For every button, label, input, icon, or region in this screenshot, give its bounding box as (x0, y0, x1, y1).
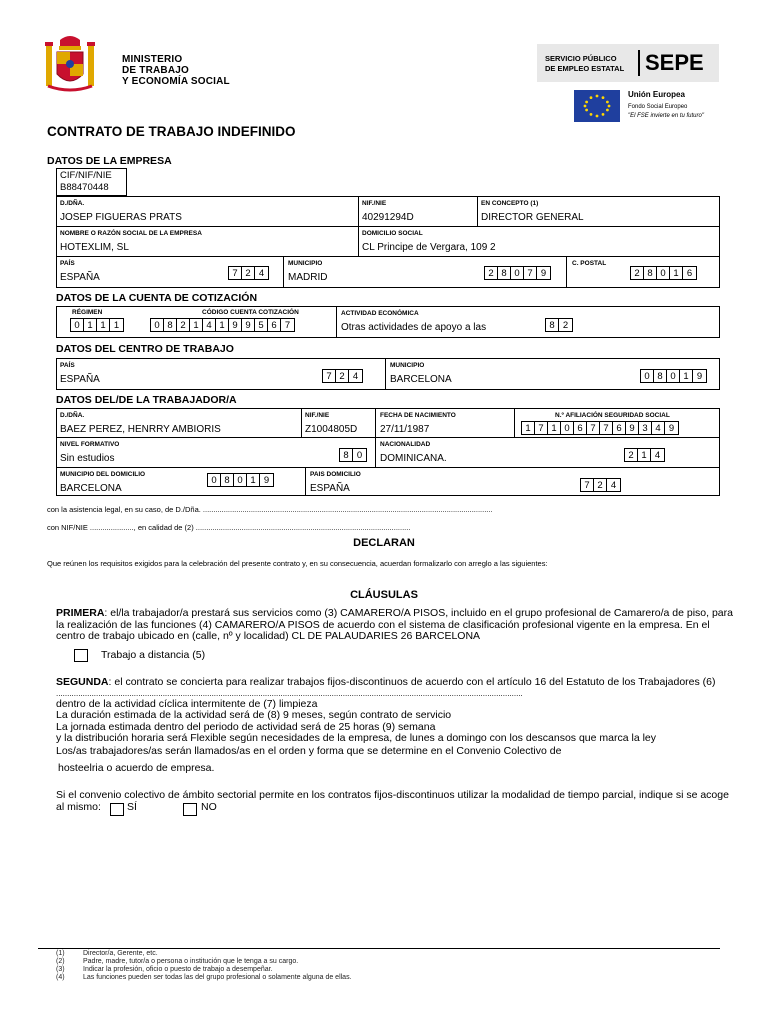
eu-logo (574, 88, 724, 124)
digit: 7 (284, 320, 291, 331)
digit: 9 (242, 319, 255, 331)
digit: 7 (323, 370, 336, 382)
distancia-checkbox[interactable] (74, 649, 88, 662)
digit: 7 (600, 422, 613, 434)
empresa-municipio-code (484, 266, 551, 280)
digit: 2 (177, 319, 190, 331)
distancia-label: Trabajo a distancia (5) (101, 649, 206, 661)
digit: 6 (268, 319, 281, 331)
primera-clause (56, 608, 733, 643)
trab-mun-domicilio-label: MUNICIPIO DEL DOMICILIO (60, 471, 146, 478)
trab-afiliacion-code (521, 421, 679, 435)
declaran-text: Que reúnen los requisitos exigidos para la celebración del presente contrato y, en su consecuencia, acuerdan formalizarlo con arreglo a las siguientes: (47, 559, 548, 568)
segunda-line-5: y la distribución horaria será Flexible según necesidades de la empresa, de lunes a domingo con los descansos que marca la ley (56, 732, 657, 744)
page-title: CONTRATO DE TRABAJO INDEFINIDO (47, 124, 296, 139)
digit: 8 (654, 370, 667, 382)
digit: 0 (356, 450, 363, 461)
digit: 8 (644, 267, 657, 279)
trab-pais-domicilio-value: ESPAÑA (310, 483, 350, 494)
digit: 0 (641, 370, 654, 382)
sepe-text-line-2: DE EMPLEO ESTATAL (545, 64, 625, 73)
centro-municipio-code (640, 369, 707, 383)
digit: 0 (71, 319, 84, 331)
convenio-no-checkbox[interactable] (183, 803, 197, 816)
trab-nif-label: NIF./NIE (305, 412, 330, 419)
digit: 6 (574, 422, 587, 434)
trab-fecha-label: FECHA DE NACIMIENTO (380, 412, 456, 419)
cif-label: CIF/NIF/NIE (60, 170, 112, 181)
digit: 2 (594, 479, 607, 491)
regimen-label: RÉGIMEN (72, 309, 103, 316)
empresa-cpostal-code (630, 266, 697, 280)
empresa-cpostal-label: C. POSTAL (572, 260, 607, 267)
digit: 4 (654, 450, 661, 461)
digit: 2 (485, 267, 498, 279)
segunda-clause (56, 677, 716, 745)
trab-nacionalidad-value: DOMINICANA. (380, 453, 447, 464)
footnote-number: (2) (56, 958, 65, 965)
digit: 9 (668, 423, 675, 434)
empresa-municipio-value: MADRID (288, 272, 328, 283)
eu-sub2: "El FSE invierte en tu futuro" (628, 113, 704, 119)
digit: 8 (340, 449, 353, 461)
digit: 8 (546, 319, 559, 331)
sepe-logo (537, 44, 719, 82)
coat-of-arms-icon (44, 34, 96, 96)
footnote-text: Indicar la profesión, oficio o puesto de trabajo a desempeñar. (83, 966, 273, 973)
empresa-pais-code (228, 266, 269, 280)
segunda-line-7: hosteelria o acuerdo de empresa. (58, 762, 215, 774)
segunda-line-6: Los/as trabajadores/as serán llamados/as en el orden y forma que se determine en el Convenio Colectivo de (56, 745, 562, 757)
trab-nivel-code (339, 448, 367, 462)
ministry-line-1: MINISTERIO (122, 54, 183, 65)
centro-pais-value: ESPAÑA (60, 374, 100, 385)
convenio-si-checkbox[interactable] (110, 803, 124, 816)
digit: 7 (587, 422, 600, 434)
clausulas-heading: CLÁUSULAS (350, 589, 418, 601)
primera-line-3: centro de trabajo ubicado en (calle, nº y localidad) CL DE PALAUDARIES 26 BARCELONA (56, 630, 481, 642)
ministry-logo (44, 34, 244, 96)
digit: 6 (686, 268, 693, 279)
empresa-domicilio-value: CL Principe de Vergara, 109 2 (362, 242, 496, 253)
empresa-dna-label: D./DÑA. (60, 200, 85, 207)
digit: 1 (97, 319, 110, 331)
empresa-concepto-label: EN CONCEPTO (1) (481, 200, 539, 207)
digit: 8 (164, 319, 177, 331)
empresa-domicilio-label: DOMICILIO SOCIAL (362, 230, 423, 237)
digit: 3 (639, 422, 652, 434)
footnote-number: (1) (56, 950, 65, 957)
digit: 7 (535, 422, 548, 434)
empresa-pais-value: ESPAÑA (60, 272, 100, 283)
declaran-heading: DECLARAN (353, 537, 415, 549)
primera-label: PRIMERA (56, 607, 105, 619)
eu-title: Unión Europea (628, 90, 685, 99)
digit: 1 (670, 267, 683, 279)
digit: 0 (667, 370, 680, 382)
digit: 4 (652, 422, 665, 434)
section-cotizacion: DATOS DE LA CUENTA DE COTIZACIÓN (56, 292, 258, 304)
digit: 5 (255, 319, 268, 331)
footnote-number: (4) (56, 974, 65, 981)
centro-pais-code (322, 369, 363, 383)
centro-box (56, 358, 720, 390)
primera-line-2: la realización de las funciones (4) CAMARERO/A PISOS de acuerdo con el sistema de clasificación profesional vigente en la empresa. En el (56, 618, 710, 631)
convenio-line-2: al mismo: (56, 801, 101, 813)
digit: 1 (680, 370, 693, 382)
digit: 4 (610, 480, 617, 491)
empresa-razon-value: HOTEXLIM, SL (60, 242, 129, 253)
actividad-code (545, 318, 573, 332)
convenio-si-label: SÍ (127, 801, 137, 813)
digit: 8 (498, 267, 511, 279)
digit: 4 (203, 319, 216, 331)
section-centro: DATOS DEL CENTRO DE TRABAJO (56, 343, 234, 355)
digit: 1 (522, 422, 535, 434)
digit: 1 (247, 474, 260, 486)
sepe-wordmark: SEPE (645, 50, 704, 75)
segunda-label: SEGUNDA (56, 676, 109, 688)
centro-pais-label: PAÍS (60, 362, 75, 369)
asistencia-line-2: con NIF/NIE ....................., en calidad de (2) ....................................................................................................... (47, 523, 411, 532)
digit: 9 (626, 422, 639, 434)
trab-dna-label: D./DÑA. (60, 412, 85, 419)
centro-municipio-value: BARCELONA (390, 374, 452, 385)
digit: 6 (613, 422, 626, 434)
digit: 9 (696, 371, 703, 382)
digit: 7 (524, 267, 537, 279)
trab-pais-domicilio-code (580, 478, 621, 492)
digit: 0 (151, 319, 164, 331)
digit: 2 (631, 267, 644, 279)
trab-nivel-label: NIVEL FORMATIVO (60, 441, 120, 448)
footnote-text: Las funciones pueden ser todas las del grupo profesional o solamente alguna de ellas. (83, 974, 352, 981)
empresa-pais-label: PAÍS (60, 260, 75, 267)
trab-mun-domicilio-value: BARCELONA (60, 483, 122, 494)
asistencia-line-1: con la asistencia legal, en su caso, de D./Dña. ........................................................................................................................................... (47, 505, 493, 514)
footnote-text: Padre, madre, tutor/a o persona o institución que le tenga a su cargo. (83, 958, 299, 965)
empresa-dna-value: JOSEP FIGUERAS PRATS (60, 212, 182, 223)
section-trabajador: DATOS DEL/DE LA TRABAJADOR/A (56, 394, 237, 406)
trab-afiliacion-label: N.º AFILIACIÓN SEGURIDAD SOCIAL (555, 412, 670, 419)
digit: 9 (263, 475, 270, 486)
digit: 1 (548, 422, 561, 434)
empresa-nif-label: NIF./NIE (362, 200, 387, 207)
eu-flag-icon (574, 90, 620, 122)
empresa-razon-label: NOMBRE O RAZÓN SOCIAL DE LA EMPRESA (60, 230, 202, 237)
digit: 1 (216, 319, 229, 331)
regimen-code (70, 318, 124, 332)
trab-nacionalidad-label: NACIONALIDAD (380, 441, 431, 448)
footnote-divider (38, 948, 720, 949)
digit: 9 (229, 319, 242, 331)
trab-nacionalidad-code (624, 448, 665, 462)
footnote-number: (3) (56, 966, 65, 973)
ministry-line-2: DE TRABAJO (122, 65, 190, 76)
ministry-line-3: Y ECONOMÍA SOCIAL (122, 76, 230, 87)
cif-value: B88470448 (60, 182, 109, 193)
digit: 1 (113, 320, 120, 331)
footnote-text: Director/a, Gerente, etc. (83, 950, 158, 957)
digit: 0 (657, 267, 670, 279)
segunda-line-2: dentro de la actividad cíclica intermitente de (7) limpieza (56, 697, 318, 710)
actividad-value: Otras actividades de apoyo a las (341, 322, 487, 333)
empresa-municipio-label: MUNICIPIO (288, 260, 323, 267)
digit: 1 (84, 319, 97, 331)
digit: 4 (352, 371, 359, 382)
trab-nif-value: Z1004805D (305, 424, 358, 435)
digit: 2 (562, 320, 569, 331)
segunda-line-3: La duración estimada de la actividad será de (8) 9 meses, según contrato de servicio (56, 709, 452, 721)
digit: 0 (561, 422, 574, 434)
sepe-text-line-1: SERVICIO PÚBLICO (545, 54, 617, 63)
centro-municipio-label: MUNICIPIO (390, 362, 425, 369)
digit: 7 (581, 479, 594, 491)
codigo-label: CÓDIGO CUENTA COTIZACIÓN (202, 309, 299, 316)
actividad-label: ACTIVIDAD ECONÓMICA (341, 310, 419, 317)
empresa-nif-value: 40291294D (362, 212, 414, 223)
section-empresa: DATOS DE LA EMPRESA (47, 155, 172, 167)
trab-dna-value: BAEZ PEREZ, HENRRY AMBIORIS (60, 424, 221, 435)
digit: 2 (242, 267, 255, 279)
digit: 8 (221, 474, 234, 486)
eu-sub1: Fondo Social Europeo (628, 104, 688, 110)
digit: 0 (511, 267, 524, 279)
ministry-name (122, 54, 230, 87)
digit: 1 (638, 449, 651, 461)
digit: 2 (625, 449, 638, 461)
segunda-line-1: : el contrato se concierta para realizar trabajos fijos-discontinuos de acuerdo con el artículo 16 del Estatuto de los Trabajadores (6) (108, 676, 716, 688)
trab-mun-domicilio-code (207, 473, 274, 487)
digit: 7 (229, 267, 242, 279)
digit: 0 (208, 474, 221, 486)
trab-nivel-value: Sin estudios (60, 453, 115, 464)
convenio-no-label: NO (201, 801, 217, 813)
empresa-concepto-value: DIRECTOR GENERAL (481, 212, 584, 223)
trab-pais-domicilio-label: PAIS DOMICILIO (310, 471, 361, 478)
digit: 2 (336, 370, 349, 382)
trab-fecha-value: 27/11/1987 (380, 424, 430, 435)
segunda-line-4: La jornada estimada dentro del periodo de actividad será de 25 horas (9) semana (56, 720, 436, 733)
digit: 0 (234, 474, 247, 486)
segunda-dots: .................................................................................................................................................................................................................. (56, 688, 523, 698)
convenio-line-1: Si el convenio colectivo de ámbito sectorial permite en los contratos fijos-discontinuos utilizar la modalidad de tiempo parcial, indique si se acoge (56, 789, 729, 801)
codigo-code (150, 318, 295, 332)
digit: 9 (540, 268, 547, 279)
digit: 1 (190, 319, 203, 331)
digit: 4 (258, 268, 265, 279)
primera-line-1: : el/la trabajador/a prestará sus servicios como (3) CAMARERO/A PISOS, incluido en el grupo profesional de Camarero/a de piso, para (104, 607, 733, 619)
